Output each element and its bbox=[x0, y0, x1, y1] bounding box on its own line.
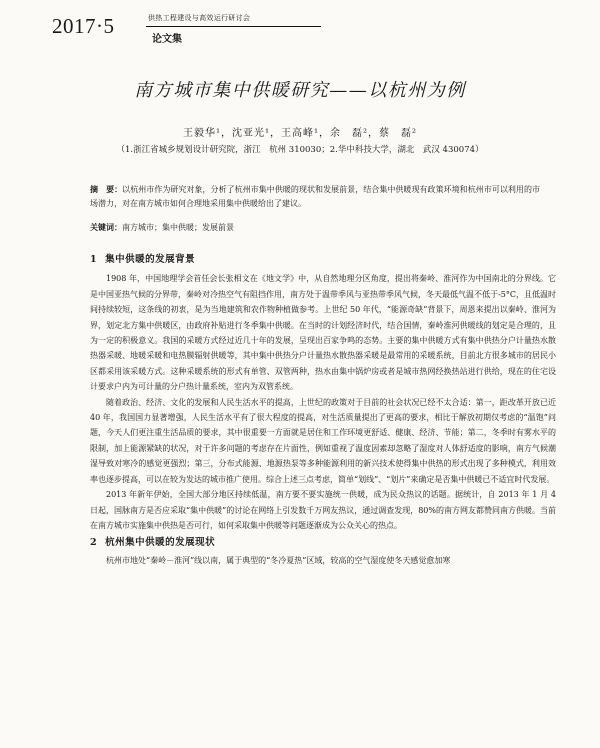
abstract-label: 摘 要： bbox=[90, 184, 123, 194]
keywords-text: 南方城市；集中供暖；发展前景 bbox=[122, 223, 234, 232]
section-1-heading bbox=[90, 252, 556, 267]
header-collection: 论文集 bbox=[152, 34, 182, 45]
keywords bbox=[90, 222, 540, 233]
section-title: 杭州集中供暖的发展现状 bbox=[105, 537, 216, 549]
section-number: 1 bbox=[90, 254, 98, 265]
section-title: 集中供暖的发展背景 bbox=[105, 254, 196, 265]
author-list: 王毅华¹，沈亚光¹，王高峰¹，余 磊²，蔡 磊² bbox=[182, 128, 418, 139]
affiliations: （1.浙江省城乡规划设计研究院，浙江 杭州 310030；2.华中科技大学，湖北 武汉 430074） bbox=[116, 145, 484, 155]
section-number: 2 bbox=[90, 537, 98, 549]
header-conference: 供热工程建设与高效运行研讨会 bbox=[148, 14, 251, 22]
paper-body bbox=[90, 252, 556, 568]
paragraph: 1908 年，中国地理学会首任会长张相文在《地文学》中，从自然地理分区角度，提出将秦岭、淮河作为中国南北的分界线。它是中国亚热气候的分界带，秦岭对冷热空气有阻挡作用，南方处于温带季风与亚热带季风气候，冬天最低气温不低于-5°C，且低温时间持续较短，这条线的初衷，是为当地建筑和农作物种植做参考。上世纪 50 年代，“能源奇缺”背景下，周恩来提出以秦岭、淮河为界，划定北方集中供暖区，由政府补贴进行冬季集中供暖。在当时的计划经济时代，结合国情，秦岭淮河供暖线的划定是合理的，且为一定的积极意义。我国的采暖方式经过近几十年的发展，呈现出百家争鸣的态势。主要的集中供暖方式有集中供热分户计量热水散热器采暖、地暖采暖和电热膜辐射供暖等，其中集中供热分户计量热水散热器采暖是最常用的采暖系统，目前北方很多城市的居民小区都采用该采暖方式。这种采暖系统的形式有单管、双管两种，热水由集中锅炉房或者是城市热网经换热站进行供给，现在的住宅设计要求户内为可计量的分户热计量系统，室内为双管系统。 bbox=[90, 274, 556, 392]
abstract bbox=[90, 182, 540, 211]
keywords-label: 关键词： bbox=[90, 222, 122, 232]
paper-title: 南方城市集中供暖研究——以杭州为例 bbox=[134, 80, 466, 101]
header-year: 2017·5 bbox=[52, 14, 115, 38]
paragraph: 随着政治、经济、文化的发展和人民生活水平的提高，上世纪的政策对于目前的社会状况已经不太合适：第一，距改革开放已近 40 年，我国国力显著增强，人民生活水平有了很大程度的提高，对生活质量提出了更高的要求，相比于解放初期仅考虑的“温饱”问题，今天人们更注重生活品质的要求，其中很重要一方面就是居住和工作环境更舒适、健康、经济、节能；第二，冬季时有雾水平的限制，加上能源紧缺的状况，对于许多问题的考虑存在片面性，例如重视了温度因素却忽略了湿度对人体舒适度的影响，南方气候潮湿导致对寒冷的感觉更强烈；第三，分布式能源、地源热泵等多种能源利用的新兴技术使得集中供热的形式出现了多种模式，利用效率也逐步提高，可以在较为发达的城市推广使用。综合上述三点考虑，简单“划线”、“划片”来确定是否集中供暖已不适宜时代发展。 bbox=[90, 397, 556, 484]
abstract-text: 以杭州市作为研究对象，分析了杭州市集中供暖的现状和发展前景，结合集中供暖现有政策环境和杭州市可以利用的市场潜力，对在南方城市如何合理地采用集中供暖给出了建议。 bbox=[90, 185, 541, 208]
header-rule bbox=[146, 26, 321, 27]
paragraph: 2013 年新年伊始，全国大部分地区持续低温，南方要不要实施统一供暖，成为民众热议的话题。据统计，自 2013 年 1 月 4 日起，国脉南方是否应采取“集中供暖”的讨论在网络上引发数千万网友热议，通过调查发现，80%的南方网友都赞同南方供暖。当前在南方城市实施集中供热是否可行，如何采取集中供暖等问题逐渐成为公众关心的热点。 bbox=[90, 490, 556, 530]
section-2-heading bbox=[90, 535, 556, 550]
running-header bbox=[52, 10, 572, 50]
paragraph: 杭州市地处“秦岭－淮河”线以南，属于典型的“冬冷夏热”区域，较高的空气湿度使冬天感觉愈加寒 bbox=[106, 555, 451, 565]
